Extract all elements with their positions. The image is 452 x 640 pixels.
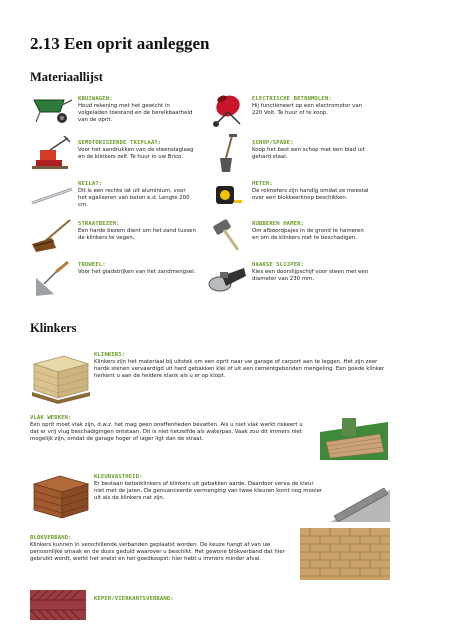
item-text: Een harde bezem dient om het zand tussen de klinkers te vegen.: [78, 228, 196, 241]
item-label: TRUWEEL:: [78, 262, 106, 268]
brick-pallet-icon: [30, 348, 92, 404]
herringbone-bond-icon: [30, 590, 86, 620]
tape-measure-icon: [210, 180, 244, 210]
angle-grinder-icon: [206, 260, 248, 298]
wheelbarrow-icon: [30, 92, 74, 126]
list-item: [78, 181, 196, 209]
item-text: De rolmeters zijn handig omdat ze meestal over een blokkeerknop beschikken.: [252, 188, 369, 201]
list-item: [252, 96, 370, 117]
colored-bricks-icon: [30, 470, 92, 522]
item-label: KLEURVASTHEID:: [94, 474, 143, 480]
item-label: BLOKVERBAND:: [30, 535, 72, 541]
item-label: STRAATBEZEM:: [78, 221, 120, 227]
item-label: GEMOTORISEERDE TRIPLAAT:: [78, 140, 162, 146]
shovel-icon: [214, 134, 240, 174]
curb-edging-icon: [330, 470, 390, 522]
item-text: Koop het best een schop met een blad uit gehard staal.: [252, 147, 365, 160]
item-text: Hij functioneert op een electromotor van 220 Volt. Te huur of te koop.: [252, 103, 363, 116]
item-label: ELECTRISCHE BETONMOLEN:: [252, 96, 332, 102]
list-item: [94, 352, 394, 380]
level-paving-icon: [320, 412, 388, 460]
item-label: KLINKERS:: [94, 352, 126, 358]
list-item: [252, 221, 370, 242]
item-text: Klinkers kunnen in verschillende verbanden geplaatst worden. De keuze hangt af van uw persoonlijke smaak en de dosis geduld waarover u beschikt. Het gewone blokverband dat hier gebruikt wordt, werkt het snelst en het goedkoopst: hier hebt u immers minder afval.: [30, 542, 285, 562]
list-item: [78, 262, 196, 276]
list-item: [252, 181, 370, 202]
page-title: 2.13 Een oprit aanleggen: [30, 34, 210, 53]
item-label: KRUIWAGEN:: [78, 96, 113, 102]
item-label: RUBBEREN HAMER:: [252, 221, 305, 227]
item-text: Kies een doorslijpschijf voor steen met een diameter van 230 mm.: [252, 269, 369, 282]
item-text: Een oprit moet vlak zijn, d.w.z. het mag geen oneffenheden bevatten. Als u niet vlak werkt riskeert u dat er vrij vlug beschadigingen ontstaan. Dit is niet hetzelfde als waterpas. Vaak zou dit immers niet mogelijk zijn, omdat de garage hoger of lager ligt dan de straat.: [30, 422, 303, 442]
list-item: [78, 140, 196, 161]
item-text: Houd rekening met het gewicht in volgeladen toestand en de bereikbaarheid van de oprit.: [78, 103, 193, 123]
plate-compactor-icon: [30, 136, 72, 170]
item-label: KEPER/VIERKANTSVERBAND:: [94, 596, 174, 602]
item-label: HAAKSE SLIJPER:: [252, 262, 305, 268]
list-item: [78, 221, 196, 242]
cement-mixer-icon: [208, 90, 248, 128]
section-heading-materials: Materiaallijst: [30, 70, 103, 84]
block-bond-icon: [300, 528, 390, 580]
item-text: Voor het gladstrijken van het zandmengsel.: [78, 269, 196, 275]
section-heading-klinkers: Klinkers: [30, 321, 77, 335]
list-item: [252, 140, 370, 161]
street-broom-icon: [30, 218, 74, 252]
item-text: Voor het aandrukken van de steenslaglaag en de klinkers zelf. Te huur in uw Brico.: [78, 147, 194, 160]
list-item: [30, 535, 290, 563]
list-item: [94, 474, 324, 502]
item-text: Er bestaan betonklinkers of klinkers uit gebakken aarde. Daardoor verva de kleur niet met de jaren. De genuanceerde vermenging van twee kleuren komt nog mooier uit als de klinkers nat zijn.: [94, 481, 323, 501]
list-item: [252, 262, 370, 283]
list-item: [94, 596, 294, 603]
item-label: METER:: [252, 181, 273, 187]
item-label: VLAK WERKEN:: [30, 415, 72, 421]
item-label: SCHOP/SPADE:: [252, 140, 294, 146]
straightedge-icon: [30, 186, 74, 206]
rubber-mallet-icon: [210, 218, 244, 254]
item-label: REILAT:: [78, 181, 103, 187]
item-text: Om afboordpajes in de grond te hameren en om de klinkers niet te beschadigen.: [252, 228, 364, 241]
item-text: Klinkers zijn het materiaal bij uitstek om een oprit naar uw garage of carport aan te leggen. Het zijn zeer harde stenen vervaardigd uit hard gebakken klei of uit een cementgebonden mengeling. Een goede klinker herkent u aan de heldere klank als u er op klopt.: [94, 359, 385, 379]
trowel-icon: [32, 258, 72, 298]
list-item: [78, 96, 196, 124]
list-item: [30, 415, 310, 443]
item-text: Dit is een rechte lat uit aluminium, voor het egaliseren van beton e.d. Lengte 200 cm.: [78, 188, 190, 208]
